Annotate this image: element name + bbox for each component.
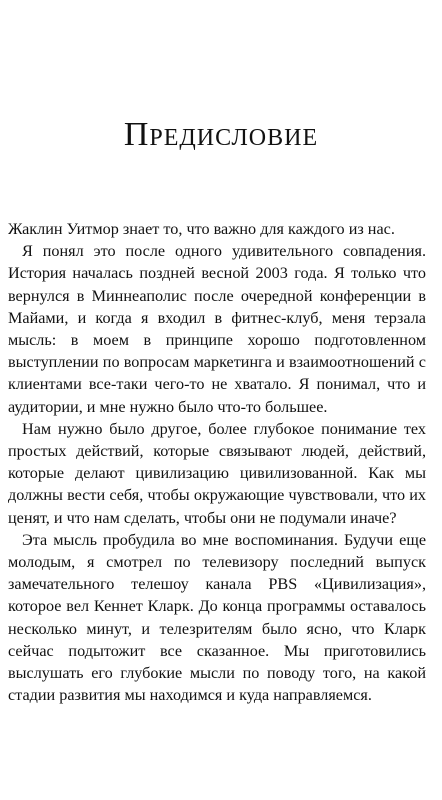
paragraph-1: Жаклин Уитмор знает то, что важно для каждого из нас. <box>8 220 395 238</box>
body-text <box>8 218 426 706</box>
chapter-heading: Предисловие <box>123 116 319 153</box>
paragraph-4: Эта мысль пробудила во мне воспоминания. Будучи еще молодым, я смотрел по телевизору последний выпуск замечательного телешоу канала PBS «Цивилизация», которое вел Кеннет Кларк. До конца программы оставалось несколько минут, и телезрителям было ясно, что Кларк сейчас подытожит все сказанное. Мы приготовились выслушать его глубокие мысли по поводу того, на какой стадии развития мы находимся и куда направляемся. <box>8 530 426 705</box>
paragraph-2: Я понял это после одного удивительного совпадения. История началась поздней весной 2003 года. Я только что вернулся в Миннеаполис после очередной конференции в Майами, и когда я входил в фитнес-клуб, меня терзала мысль: в моем в принципе хорошо подготовленном выступлении по вопросам маркетинга и взаимоотношений с клиентами все-таки чего-то не хватало. Я понимал, что и аудитории, и мне нужно было что-то большее. <box>8 242 426 416</box>
paragraph-3: Нам нужно было другое, более глубокое понимание тех простых действий, которые связывают людей, действий, которые делают цивилизацию цивилизованной. Как мы должны вести себя, чтобы окружающие чувствовали, что их ценят, и что нам сделать, чтобы они не подумали иначе? <box>8 419 426 527</box>
